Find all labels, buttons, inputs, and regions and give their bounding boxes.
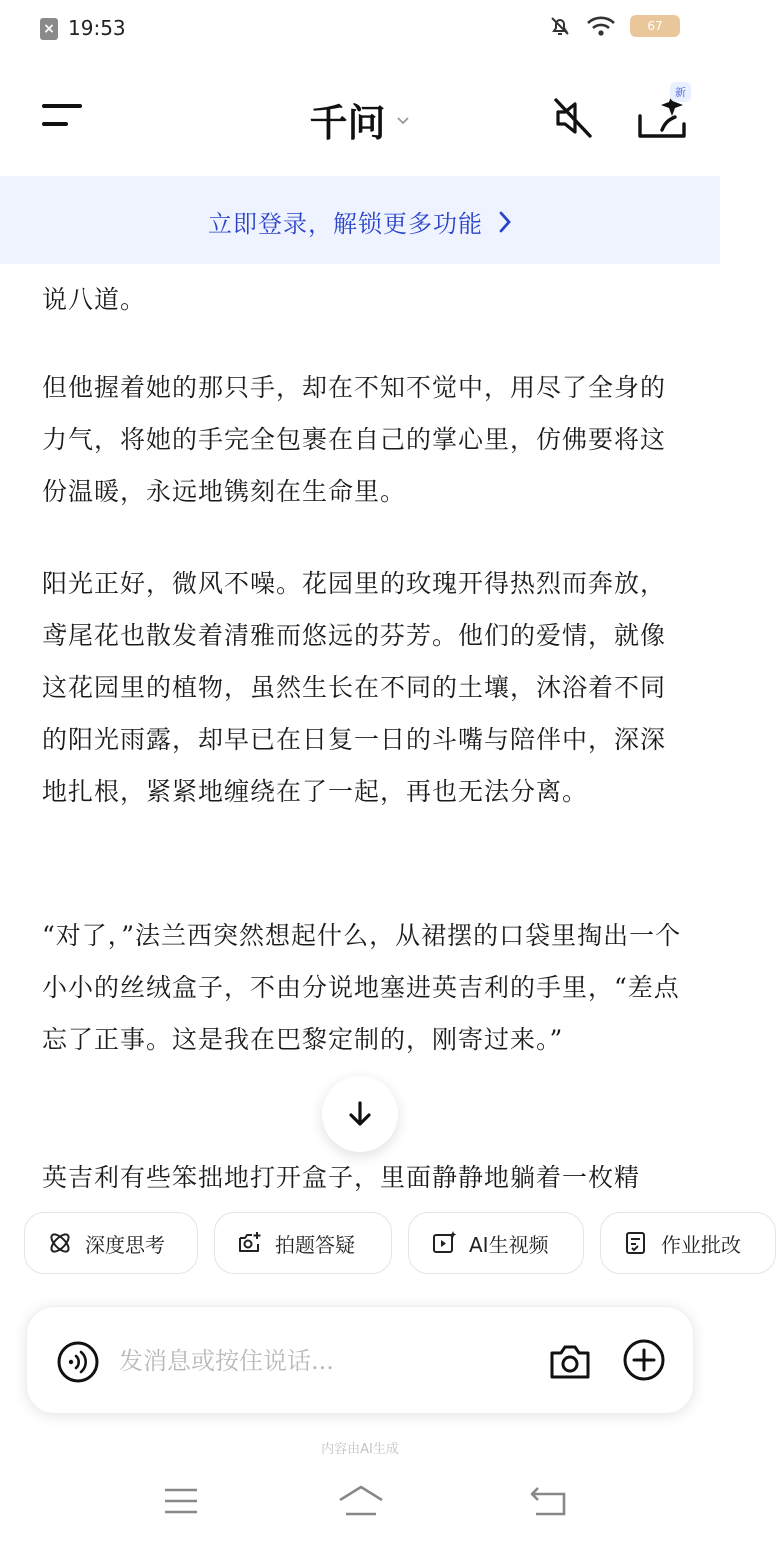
chip-photo-question[interactable]	[214, 1212, 392, 1274]
video-spark-icon	[431, 1230, 457, 1256]
home-icon[interactable]	[336, 1484, 386, 1518]
app-title: 千问	[309, 101, 386, 145]
status-bar	[0, 0, 720, 58]
scroll-to-bottom-button[interactable]	[322, 1076, 398, 1152]
app-header	[0, 58, 720, 176]
chip-label: 拍题答疑	[275, 1232, 355, 1257]
model-selector[interactable]	[0, 92, 720, 147]
app-notification-icon: ×	[40, 18, 58, 40]
system-nav-bar	[0, 1470, 720, 1544]
ai-disclaimer: 内容由AI生成	[321, 1442, 399, 1457]
chip-deep-thinking[interactable]	[24, 1212, 198, 1274]
chevron-right-icon	[498, 210, 512, 234]
paragraph: 英吉利有些笨拙地打开盒子，里面静静地躺着一枚精	[42, 1163, 641, 1192]
chip-label: 作业批改	[661, 1232, 741, 1257]
chip-homework-check[interactable]	[600, 1212, 776, 1274]
bell-off-icon	[548, 14, 572, 38]
back-icon[interactable]	[528, 1484, 568, 1518]
chip-label: AI生视频	[469, 1232, 549, 1257]
paragraph: 说八道。	[42, 285, 147, 314]
checklist-icon	[623, 1230, 649, 1256]
status-icons	[548, 14, 680, 38]
atom-icon	[47, 1230, 73, 1256]
message-input[interactable]	[119, 1337, 519, 1385]
recent-apps-icon[interactable]	[162, 1484, 200, 1518]
paragraph: 阳光正好，微风不噪。花园里的玫瑰开得热烈而奔放，鸢尾花也散发着清雅而悠远的芬芳。他们的爱情，就像这花园里的植物，虽然生长在不同的土壤，沐浴着不同的阳光雨露，却早已在日复一日的斗嘴与陪伴中，深深地扎根，紧紧地缠绕在了一起，再也无法分离。	[42, 569, 667, 806]
login-banner[interactable]	[0, 176, 720, 264]
camera-icon[interactable]	[549, 1341, 591, 1381]
status-time: 19:53	[68, 16, 126, 40]
paragraph: “对了，”法兰西突然想起什么，从裙摆的口袋里掏出一个小小的丝绒盒子，不由分说地塞进英吉利的手里，“差点忘了正事。这是我在巴黎定制的，刚寄过来。”	[42, 921, 682, 1054]
plus-circle-icon[interactable]	[623, 1339, 665, 1381]
battery-indicator: 67	[630, 15, 680, 37]
message-composer	[26, 1306, 694, 1414]
new-badge: 新	[670, 82, 691, 102]
wifi-icon	[586, 15, 616, 37]
chip-label: 深度思考	[85, 1232, 165, 1257]
camera-plus-icon	[237, 1230, 263, 1256]
mute-icon[interactable]	[548, 96, 596, 140]
arrow-down-icon	[346, 1100, 374, 1128]
paragraph: 但他握着她的那只手，却在不知不觉中，用尽了全身的力气，将她的手完全包裹在自己的掌心里，仿佛要将这份温暖，永远地镌刻在生命里。	[42, 373, 667, 506]
chevron-down-icon	[395, 114, 411, 126]
chip-ai-video[interactable]	[408, 1212, 584, 1274]
chat-response-content	[0, 264, 720, 1192]
voice-wave-icon[interactable]	[57, 1341, 99, 1383]
feature-chips	[0, 1212, 741, 1276]
login-banner-text: 立即登录，解锁更多功能	[207, 210, 483, 238]
